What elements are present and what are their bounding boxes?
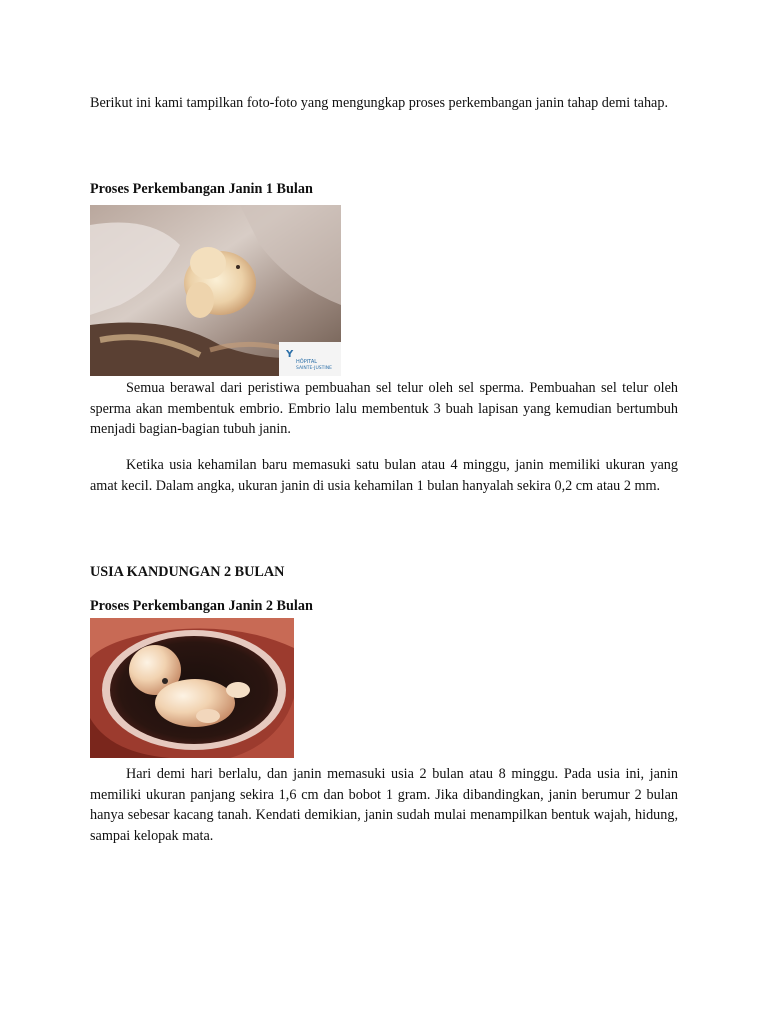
svg-text:HÔPITAL: HÔPITAL xyxy=(296,359,318,365)
svg-text:SAINTE-JUSTINE: SAINTE-JUSTINE xyxy=(296,366,332,371)
section1-heading: Proses Perkembangan Janin 1 Bulan xyxy=(90,181,313,197)
svg-text:Y: Y xyxy=(286,349,294,360)
section1-paragraph-1: Semua berawal dari peristiwa pembuahan sel telur oleh sel sperma. Pembuahan sel telur oleh sperma akan membentuk embrio. Embrio lalu membentuk 3 buah lapisan yang kemudian bertumbuh menjadi bagian-bagian tubuh janin. xyxy=(90,380,678,437)
embryo-1-month-photo xyxy=(90,205,341,376)
intro-paragraph: Berikut ini kami tampilkan foto-foto yang mengungkap proses perkembangan janin tahap demi tahap. xyxy=(90,95,668,111)
section2-paragraph-1: Hari demi hari berlalu, dan janin memasuki usia 2 bulan atau 8 minggu. Pada usia ini, janin memiliki ukuran panjang sekira 1,6 cm dan bobot 1 gram. Jika dibandingkan, janin berumur 2 bulan hanya sebesar kacang tanah. Kendati demikian, janin sudah mulai menampilkan bentuk wajah, hidung, sampai kelopak mata. xyxy=(90,766,678,844)
section2-title: USIA KANDUNGAN 2 BULAN xyxy=(90,564,285,580)
fetus-2-month-photo xyxy=(90,618,294,758)
section1-paragraph-2: Ketika usia kehamilan baru memasuki satu bulan atau 4 minggu, janin memiliki ukuran yang amat kecil. Dalam angka, ukuran janin di usia kehamilan 1 bulan hanyalah sekira 0,2 cm atau 2 mm. xyxy=(90,457,678,494)
section2-heading: Proses Perkembangan Janin 2 Bulan xyxy=(90,598,313,614)
